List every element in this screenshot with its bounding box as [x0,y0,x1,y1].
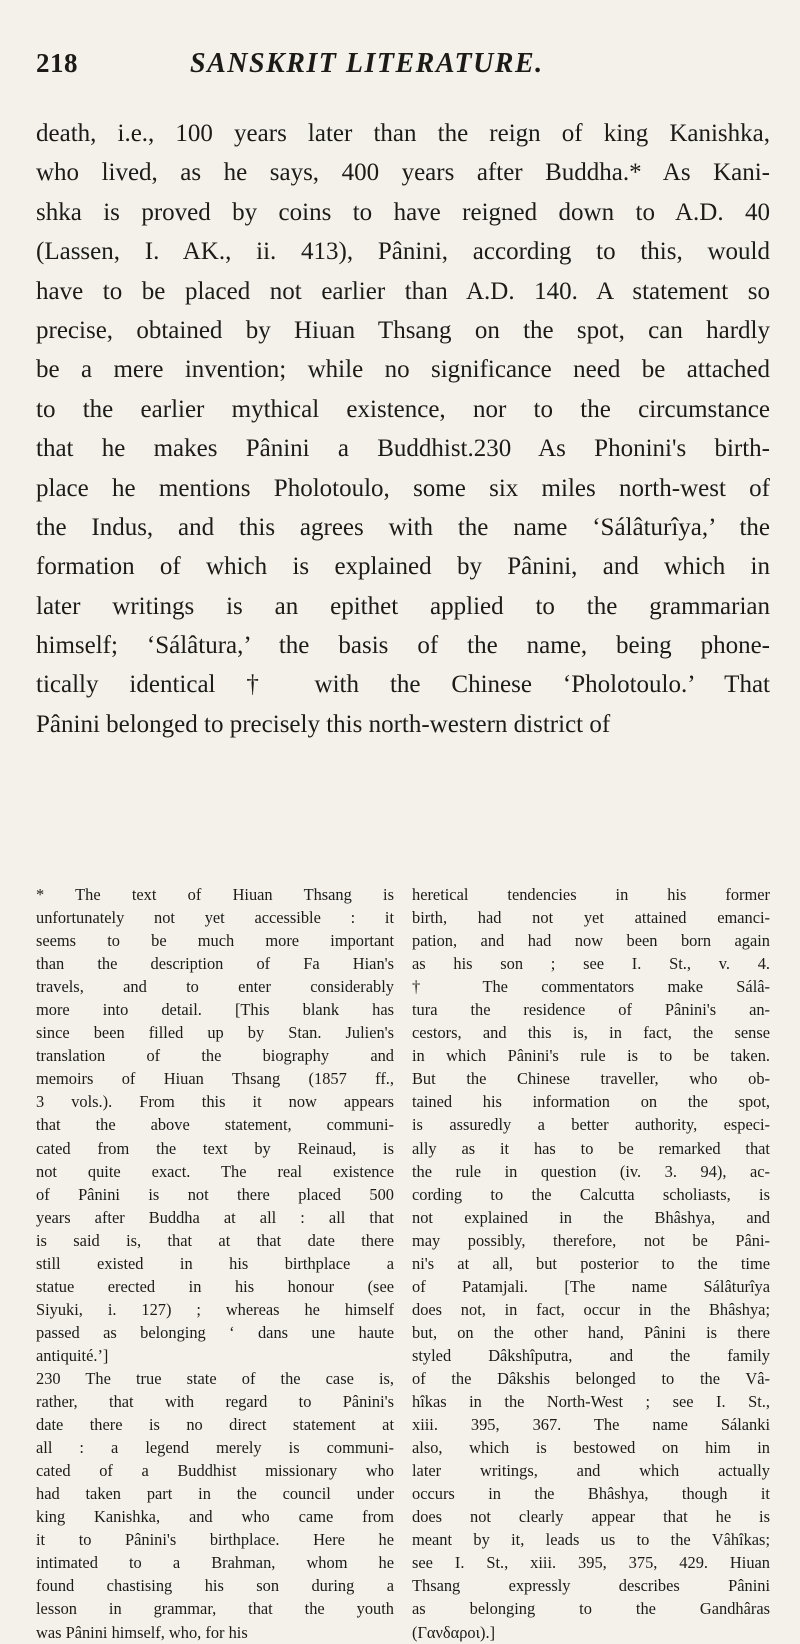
footnote-line: is assuredly a better authority, especi- [412,1115,770,1135]
footnote-line: may possibly, therefore, not be Pâni- [412,1230,770,1250]
text-line: precise, obtained by Hiuan Thsang on the spot, can hardly [36,316,770,344]
footnote-line: of Pânini is not there placed 500 [36,1184,394,1204]
footnote-line: tura the residence of Pânini's an- [412,1000,770,1020]
footnote-line: king Kanishka, and who came from [36,1507,394,1527]
footnote-line: rather, that with regard to Pânini's [36,1392,394,1412]
footnote-line: (Γανδαροι).] [412,1622,496,1642]
footnote-line: cated from the text by Reinaud, is [36,1138,394,1158]
footnote-line: as his son ; see I. St., v. 4. [412,954,770,974]
footnote-line: does not, in fact, occur in the Bhâshya; [412,1299,770,1319]
text-line: shka is proved by coins to have reigned down to A.D. 40 [36,198,770,226]
footnote-line: * The text of Hiuan Thsang is [36,885,394,904]
footnote-line: not quite exact. The real existence [36,1161,394,1181]
footnote-line: passed as belonging ‘ dans une haute [36,1322,394,1342]
footnote-line: than the description of Fa Hian's [36,954,394,974]
footnote-line: see I. St., xiii. 395, 375, 429. Hiuan [412,1553,770,1573]
text-line: death, i.e., 100 years later than the reign of king Kanishka, [36,120,770,147]
page-header [36,48,770,84]
footnote-line: occurs in the Bhâshya, though it [412,1484,770,1504]
footnote-line: also, which is bestowed on him in [412,1438,770,1458]
footnote-column-left [36,883,394,1644]
footnote-line: as belonging to the Gandhâras [412,1599,770,1619]
text-line: Pânini belonged to precisely this north-western district of [36,710,611,738]
footnote-line: of Patamjali. [The name Sálâturîya [412,1276,770,1296]
footnote-line: since been filled up by Stan. Julien's [36,1023,394,1043]
text-line: himself; ‘Sálâtura,’ the basis of the name, being phone- [36,632,770,660]
text-line: formation of which is explained by Pânini, and which in [36,553,770,581]
main-text [36,114,770,744]
footnote-line: hîkas in the North-West ; see I. St., [412,1392,770,1412]
footnote-line: statue erected in his honour (see [36,1276,394,1296]
footnote-line: unfortunately not yet accessible : it [36,908,394,928]
footnote-line: it to Pânini's birthplace. Here he [36,1530,394,1550]
footnote-line: memoirs of Hiuan Thsang (1857 ff., [36,1069,394,1089]
footnote-line: but, on the other hand, Pânini is there [412,1322,770,1342]
footnote-line: 3 vols.). From this it now appears [36,1092,394,1112]
footnote-line: † The commentators make Sálâ- [412,977,770,997]
footnote-line: date there is no direct statement at [36,1415,394,1435]
footnote-line: heretical tendencies in his former [412,885,770,904]
footnote-line: Siyuki, i. 127) ; whereas he himself [36,1299,394,1319]
footnote-line: is said is, that at that date there [36,1230,394,1250]
text-line: to the earlier mythical existence, nor to the circumstance [36,395,770,423]
footnote-line: lesson in grammar, that the youth [36,1599,394,1619]
footnote-line: Thsang expressly describes Pânini [412,1576,770,1596]
footnote-line: travels, and to enter considerably [36,977,394,997]
footnote-line: cestors, and this is, in fact, the sense [412,1023,770,1043]
footnote-line: had taken part in the council under [36,1484,394,1504]
footnotes [36,883,770,1642]
footnote-line: does not clearly appear that he is [412,1507,770,1527]
footnote-line: translation of the biography and [36,1046,394,1066]
footnote-line: antiquité.’] [36,1345,109,1365]
page-number: 218 [36,48,78,78]
footnote-line: cated of a Buddhist missionary who [36,1461,394,1481]
footnote-line: xiii. 395, 367. The name Sálanki [412,1415,770,1435]
text-line: who lived, as he says, 400 years after Buddha.* As Kani- [36,159,770,187]
footnote-line: that the above statement, communi- [36,1115,394,1135]
footnote-line: the rule in question (iv. 3. 94), ac- [412,1161,770,1181]
footnote-line: birth, had not yet attained emanci- [412,908,770,928]
footnote-column-right [412,883,770,1644]
footnote-line: in which Pânini's rule is to be taken. [412,1046,770,1066]
footnote-line: was Pânini himself, who, for his [36,1622,248,1642]
footnote-line: found chastising his son during a [36,1576,394,1596]
footnote-line: seems to be much more important [36,931,394,951]
text-line: later writings is an epithet applied to the grammarian [36,592,770,620]
footnote-line: more into detail. [This blank has [36,1000,394,1020]
footnote-line: still existed in his birthplace a [36,1253,394,1273]
text-line: that he makes Pânini a Buddhist.230 As Phonini's birth- [36,435,770,463]
footnote-line: meant by it, leads us to the Vâhîkas; [412,1530,770,1550]
footnote-line: tained his information on the spot, [412,1092,770,1112]
footnote-line: cording to the Calcutta scholiasts, is [412,1184,770,1204]
footnote-line: not explained in the Bhâshya, and [412,1207,770,1227]
footnote-line: of the Dâkshis belonged to the Vâ- [412,1368,770,1388]
footnote-line: styled Dâkshîputra, and the family [412,1345,770,1365]
footnote-line: ally as it has to be remarked that [412,1138,770,1158]
running-title: SANSKRIT LITERATURE. [190,48,544,79]
footnote-line: But the Chinese traveller, who ob- [412,1069,770,1089]
footnote-line: all : a legend merely is communi- [36,1438,394,1458]
footnote-line: ni's at all, but posterior to the time [412,1253,770,1273]
text-line: the Indus, and this agrees with the name ‘Sálâturîya,’ the [36,513,770,541]
text-line: have to be placed not earlier than A.D. 140. A statement so [36,277,770,305]
text-line: be a mere invention; while no significance need be attached [36,356,770,384]
footnote-line: 230 The true state of the case is, [36,1368,394,1388]
text-line: place he mentions Pholotoulo, some six miles north-west of [36,474,770,502]
text-line: (Lassen, I. AK., ii. 413), Pânini, according to this, would [36,238,770,266]
text-line: tically identical † with the Chinese ‘Pholotoulo.’ That [36,671,770,699]
footnote-line: pation, and had now been born again [412,931,770,951]
footnote-line: years after Buddha at all : all that [36,1207,394,1227]
footnote-line: intimated to a Brahman, whom he [36,1553,394,1573]
footnote-line: later writings, and which actually [412,1461,770,1481]
